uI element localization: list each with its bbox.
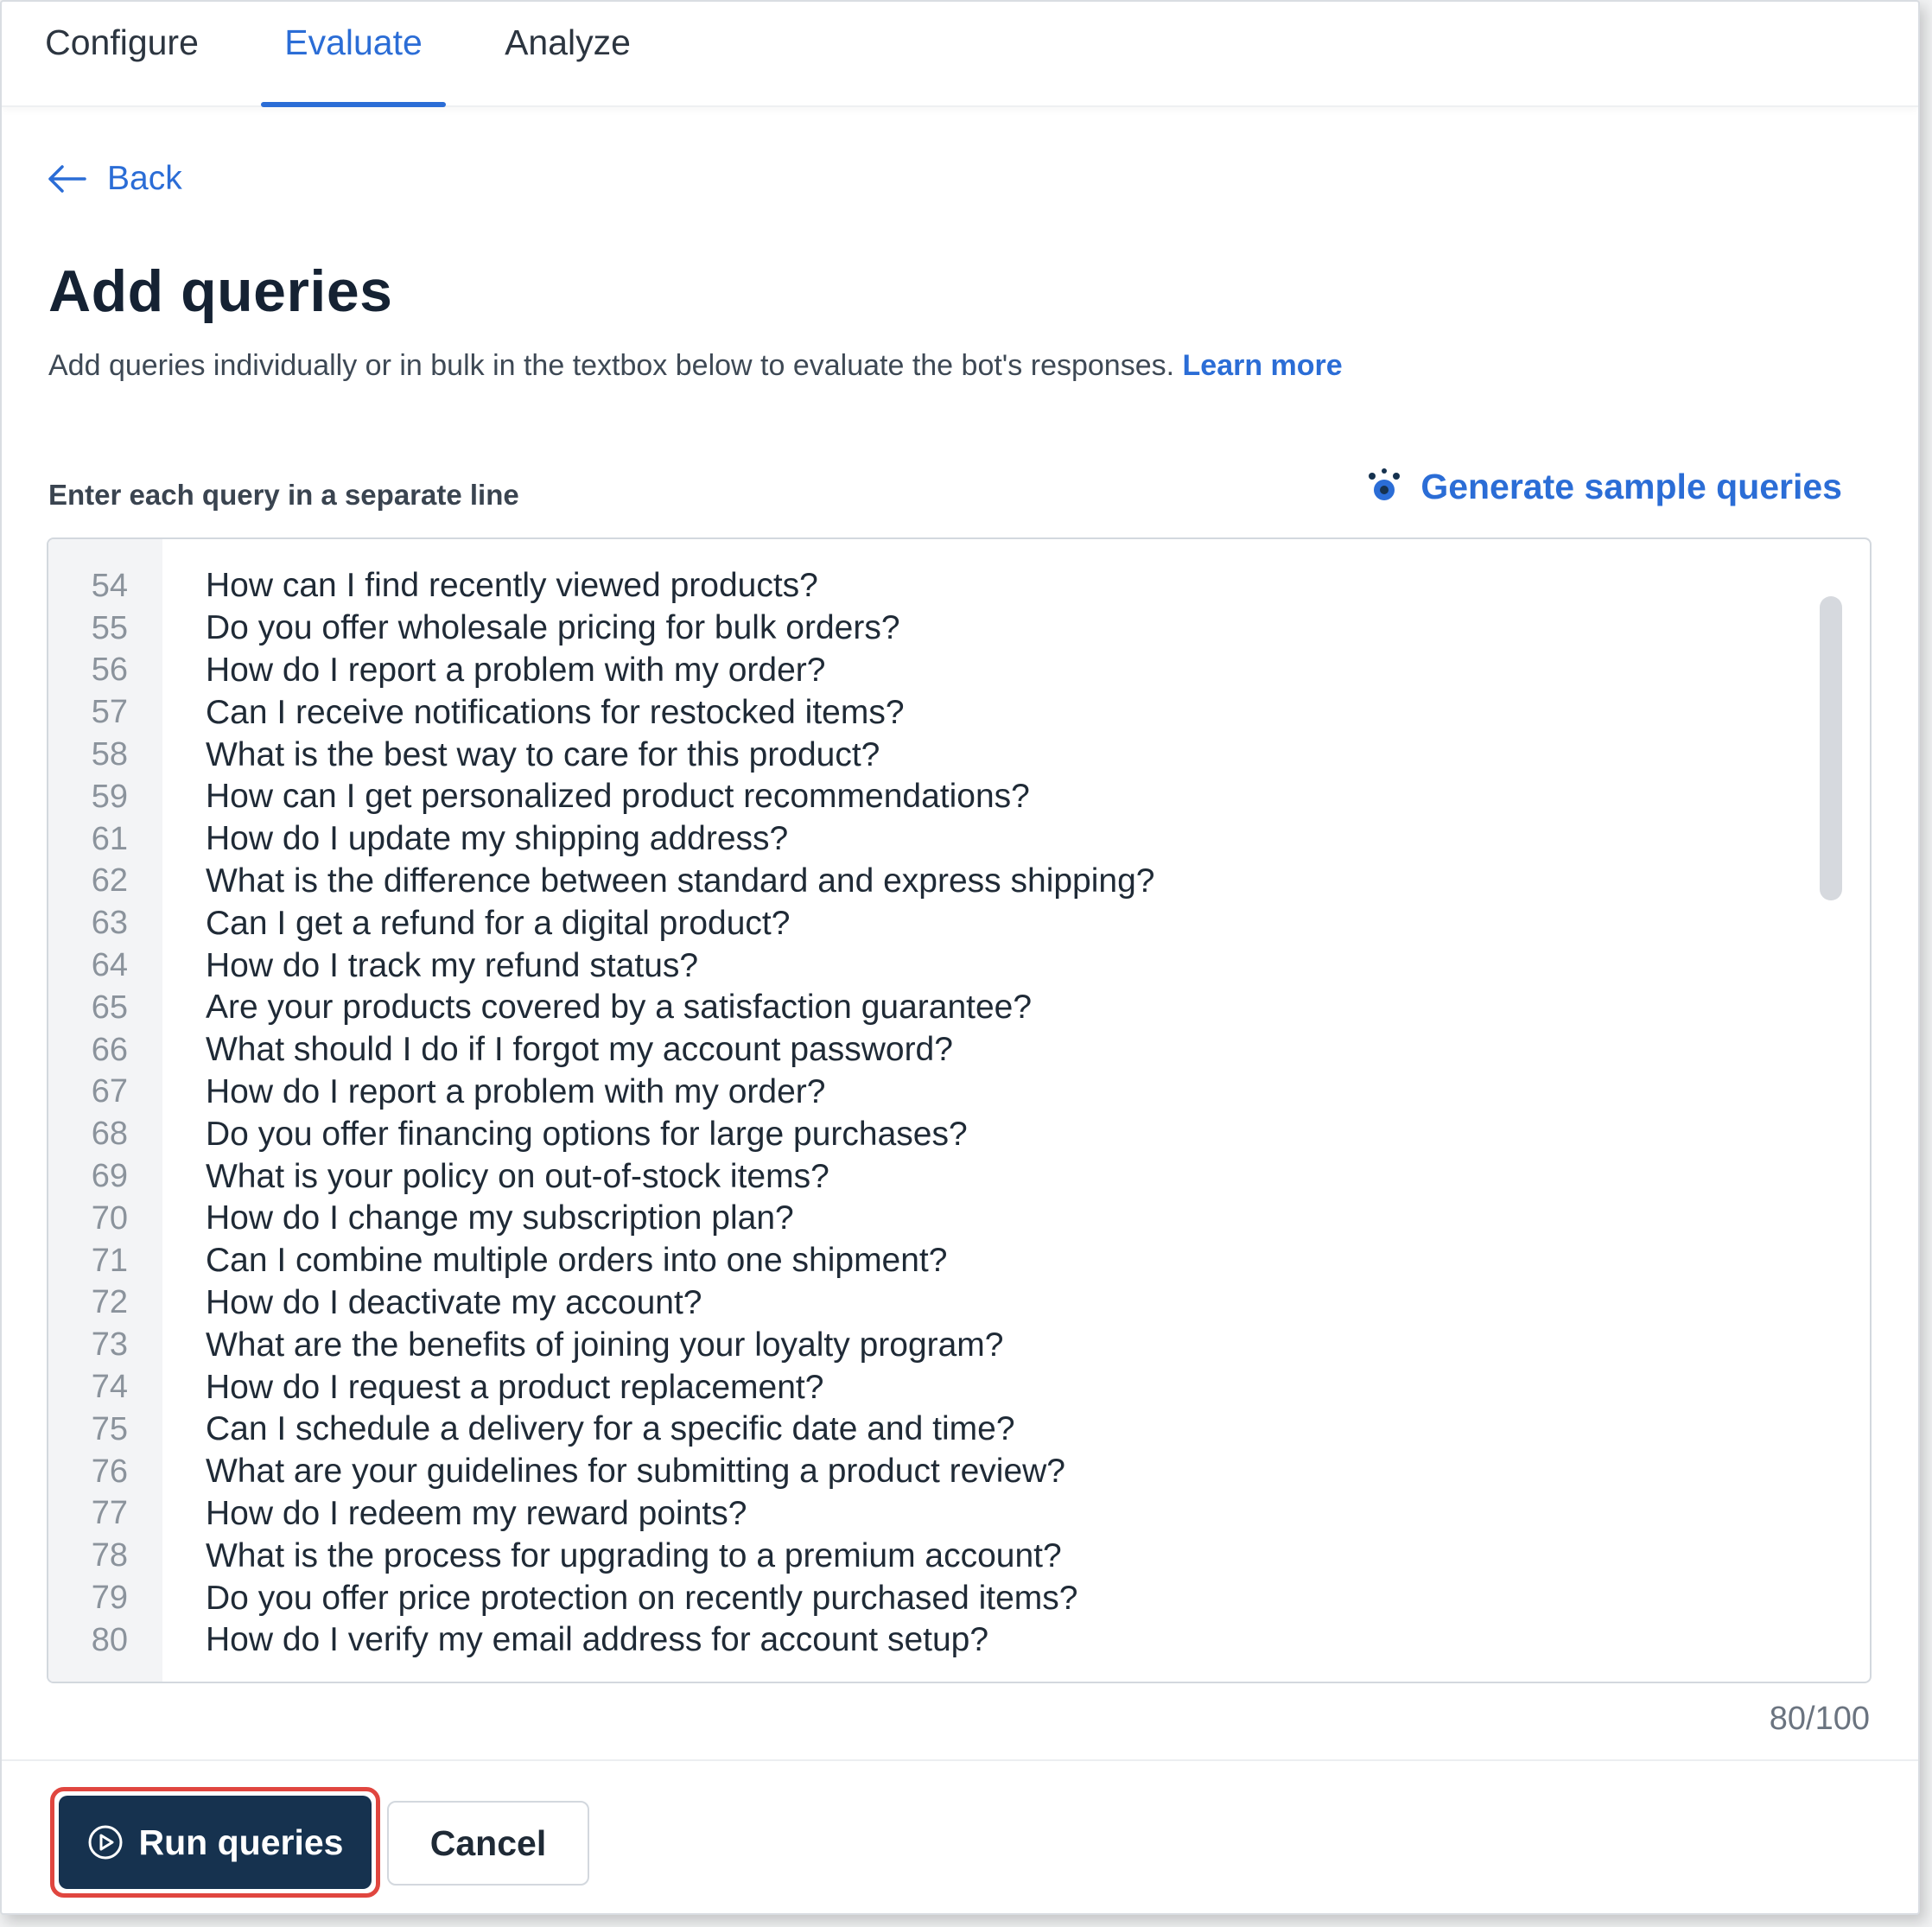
line-number: 68	[91, 1116, 128, 1153]
line-number: 77	[91, 1495, 128, 1532]
query-text: How do I update my shipping address?	[206, 820, 789, 858]
query-text: How do I redeem my reward points?	[206, 1494, 747, 1532]
query-text: How do I request a product replacement?	[206, 1368, 824, 1406]
query-text: Can I schedule a delivery for a specific date and time?	[206, 1410, 1015, 1448]
query-text: Do you offer wholesale pricing for bulk orders?	[206, 609, 900, 647]
line-number: 76	[91, 1453, 128, 1490]
tab-analyze[interactable]: Analyze	[505, 22, 631, 62]
query-text: What are the benefits of joining your loyalty program?	[206, 1326, 1004, 1364]
query-line[interactable]	[48, 1072, 1870, 1114]
line-number: 70	[91, 1199, 128, 1237]
query-line[interactable]	[48, 776, 1870, 818]
generate-label: Generate sample queries	[1420, 466, 1842, 506]
line-number: 69	[91, 1158, 128, 1195]
query-line[interactable]	[48, 691, 1870, 734]
query-line[interactable]	[48, 1282, 1870, 1325]
line-number: 80	[91, 1621, 128, 1658]
query-line[interactable]	[48, 818, 1870, 861]
line-number: 71	[91, 1242, 128, 1279]
query-line[interactable]	[48, 1366, 1870, 1409]
play-circle-icon	[87, 1824, 124, 1860]
run-queries-label: Run queries	[138, 1822, 344, 1862]
query-line[interactable]	[48, 734, 1870, 776]
query-text: What are your guidelines for submitting a product review?	[206, 1453, 1065, 1491]
query-text: Can I receive notifications for restocked items?	[206, 693, 905, 731]
tab-bar	[2, 2, 1918, 107]
query-text: What is the best way to care for this product?	[206, 735, 880, 773]
line-number: 56	[91, 652, 128, 689]
query-line[interactable]	[48, 944, 1870, 987]
query-text: How can I find recently viewed products?	[206, 567, 818, 605]
arrow-left-icon	[47, 164, 86, 194]
query-text: Do you offer financing options for large purchases?	[206, 1115, 968, 1153]
generate-sample-queries-button[interactable]	[1365, 461, 1842, 512]
query-text: What is the difference between standard and express shipping?	[206, 862, 1155, 900]
line-number: 67	[91, 1073, 128, 1110]
query-text: Are your products covered by a satisfaction guarantee?	[206, 989, 1033, 1027]
line-number: 61	[91, 820, 128, 857]
query-text: How do I report a problem with my order?	[206, 651, 826, 689]
query-text: What is your policy on out-of-stock items?	[206, 1157, 829, 1195]
query-line[interactable]	[48, 1409, 1870, 1451]
line-number: 55	[91, 609, 128, 646]
line-number: 65	[91, 989, 128, 1026]
line-number: 72	[91, 1284, 128, 1321]
query-line[interactable]	[48, 1577, 1870, 1619]
query-line[interactable]	[48, 650, 1870, 692]
queries-field-label: Enter each query in a separate line	[48, 479, 519, 511]
query-lines	[48, 565, 1870, 1662]
query-line[interactable]	[48, 1324, 1870, 1366]
line-number: 59	[91, 778, 128, 815]
back-link[interactable]	[47, 156, 182, 202]
line-number: 66	[91, 1031, 128, 1068]
query-text: Can I get a refund for a digital product?	[206, 904, 791, 942]
query-text: How do I change my subscription plan?	[206, 1199, 794, 1237]
query-line[interactable]	[48, 1029, 1870, 1072]
query-line[interactable]	[48, 1240, 1870, 1282]
line-number: 58	[91, 736, 128, 773]
line-number: 54	[91, 567, 128, 604]
tab-evaluate[interactable]: Evaluate	[261, 2, 446, 107]
queries-textbox[interactable]	[47, 537, 1872, 1683]
scrollbar-thumb[interactable]	[1820, 596, 1842, 900]
query-text: How do I verify my email address for account setup?	[206, 1621, 989, 1659]
query-text: How do I report a problem with my order?	[206, 1072, 826, 1110]
line-number: 62	[91, 862, 128, 900]
page-title: Add queries	[48, 258, 393, 324]
query-text: How do I deactivate my account?	[206, 1283, 702, 1321]
query-line[interactable]	[48, 1535, 1870, 1577]
line-number: 75	[91, 1410, 128, 1447]
query-text: Do you offer price protection on recently purchased items?	[206, 1579, 1078, 1617]
back-label: Back	[107, 160, 182, 197]
query-line[interactable]	[48, 861, 1870, 903]
query-line[interactable]	[48, 1451, 1870, 1493]
query-line[interactable]	[48, 987, 1870, 1029]
query-text: How do I track my refund status?	[206, 946, 699, 984]
sparkle-icon	[1365, 467, 1403, 506]
line-number: 57	[91, 694, 128, 731]
query-line[interactable]	[48, 1198, 1870, 1240]
learn-more-link[interactable]: Learn more	[1182, 349, 1343, 382]
line-number: 78	[91, 1537, 128, 1574]
line-number: 74	[91, 1369, 128, 1406]
query-text: How can I get personalized product recommendations?	[206, 778, 1030, 816]
query-line[interactable]	[48, 902, 1870, 944]
line-number: 79	[91, 1580, 128, 1617]
query-line[interactable]	[48, 1493, 1870, 1536]
run-queries-button[interactable]	[59, 1796, 372, 1889]
query-line[interactable]	[48, 1619, 1870, 1662]
query-line[interactable]	[48, 1155, 1870, 1198]
line-number: 64	[91, 947, 128, 984]
query-text: What should I do if I forgot my account password?	[206, 1031, 953, 1069]
line-number: 63	[91, 905, 128, 942]
query-line[interactable]	[48, 607, 1870, 650]
line-number: 73	[91, 1326, 128, 1364]
query-line[interactable]	[48, 565, 1870, 607]
subtitle-text: Add queries individually or in bulk in the textbox below to evaluate the bot's responses.	[48, 349, 1175, 382]
query-counter: 80/100	[1769, 1701, 1870, 1737]
query-line[interactable]	[48, 1113, 1870, 1155]
tab-configure[interactable]: Configure	[45, 22, 199, 62]
cancel-button[interactable]: Cancel	[387, 1801, 589, 1886]
page-subtitle	[48, 349, 1343, 383]
query-text: What is the process for upgrading to a premium account?	[206, 1536, 1062, 1574]
query-text: Can I combine multiple orders into one shipment?	[206, 1242, 948, 1280]
